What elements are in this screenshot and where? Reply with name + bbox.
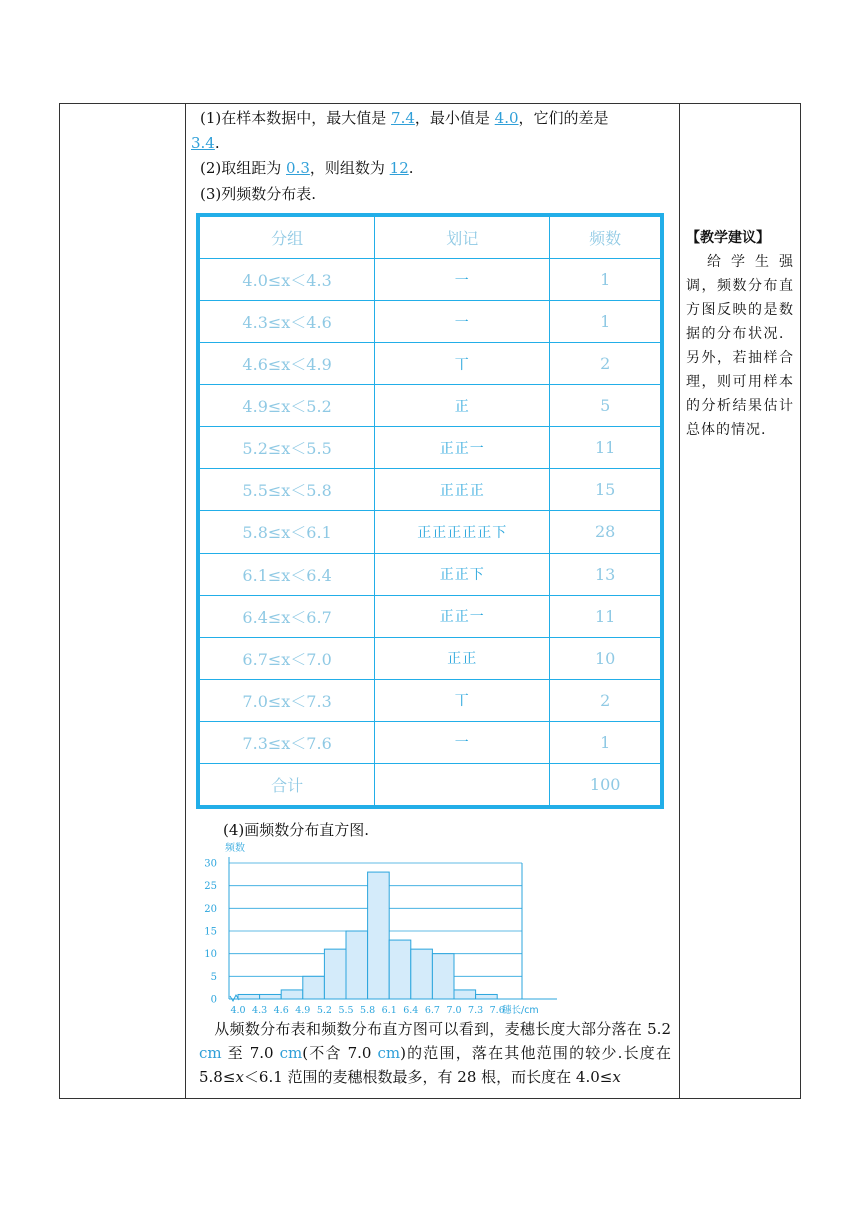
table-row: [200, 259, 661, 301]
total-tally: [375, 763, 550, 805]
histogram-bar: [324, 949, 346, 999]
cell-frequency: 2: [550, 343, 661, 385]
variable-x-1: x: [235, 1068, 244, 1086]
cell-tally: 正: [375, 385, 550, 427]
answer-class-width: 0.3: [286, 159, 310, 177]
question-3-line: (3)列频数分布表.: [200, 185, 317, 203]
q1-text-a: (1)在样本数据中，最大值是: [200, 109, 392, 127]
variable-x-2: x: [612, 1068, 621, 1086]
question-4-line: (4)画频数分布直方图.: [223, 821, 370, 839]
table-row: [200, 721, 661, 763]
question-1-line-2: [191, 133, 220, 153]
x-tick-label: 5.2: [316, 1005, 332, 1016]
table-total-row: [200, 763, 661, 805]
para-text-5: ＜6.1 范围的麦穗根数最多，有 28 根，而长度在 4.0≤: [243, 1068, 613, 1086]
x-tick-label: 5.5: [338, 1005, 354, 1016]
cell-frequency: 15: [550, 469, 661, 511]
histogram-bar: [411, 949, 433, 999]
para-text-4: )的范围，落在其他范围的较少.长度在 5.8≤: [199, 1044, 672, 1086]
histogram-bar: [432, 954, 454, 999]
cell-frequency: 10: [550, 637, 661, 679]
histogram-bar: [389, 940, 411, 999]
header-group: 分组: [200, 217, 375, 259]
q2-text-a: (2)取组距为: [200, 159, 287, 177]
histogram-bar: [454, 990, 476, 999]
q2-text-b: ，则组数为: [309, 159, 390, 177]
cell-tally: 一: [375, 301, 550, 343]
table-row: [200, 343, 661, 385]
cell-frequency: 1: [550, 301, 661, 343]
answer-class-count: 12: [389, 159, 409, 177]
cell-group: 4.3≤x＜4.6: [200, 301, 375, 343]
conclusion-paragraph: [199, 1017, 671, 1089]
y-tick-label: 20: [204, 903, 217, 915]
cell-tally: 正正一: [375, 427, 550, 469]
advice-body: 给学生强调，频数分布直方图反映的是数据的分布状况．另外，若抽样合理，则可用样本的分析结果估计总体的情况.: [686, 254, 794, 438]
cell-frequency: 5: [550, 385, 661, 427]
total-value: 100: [550, 763, 661, 805]
cell-frequency: 11: [550, 427, 661, 469]
x-tick-label: 7.6: [489, 1005, 505, 1016]
cell-group: 4.0≤x＜4.3: [200, 259, 375, 301]
table-row: [200, 553, 661, 595]
para-text-2: 至 7.0: [221, 1044, 280, 1062]
column-divider-right: [679, 104, 680, 1098]
unit-cm-3: cm: [377, 1044, 401, 1062]
column-divider-left: [185, 104, 186, 1098]
answer-min: 4.0: [494, 109, 519, 127]
cell-group: 6.1≤x＜6.4: [200, 553, 375, 595]
table-row: [200, 301, 661, 343]
cell-tally: 一: [375, 721, 550, 763]
cell-frequency: 2: [550, 679, 661, 721]
x-axis-title: 穗长/cm: [502, 1005, 539, 1016]
y-tick-label: 25: [204, 881, 217, 893]
cell-tally: 正正正: [375, 469, 550, 511]
cell-group: 5.5≤x＜5.8: [200, 469, 375, 511]
cell-frequency: 1: [550, 259, 661, 301]
table-row: [200, 385, 661, 427]
y-tick-label: 10: [204, 949, 217, 961]
q2-period: .: [408, 159, 414, 177]
cell-tally: 丅: [375, 343, 550, 385]
question-2-line: [200, 158, 414, 178]
table-header-row: [200, 217, 661, 259]
cell-group: 7.0≤x＜7.3: [200, 679, 375, 721]
table-row: [200, 637, 661, 679]
x-tick-label: 6.7: [424, 1005, 440, 1016]
cell-group: 5.2≤x＜5.5: [200, 427, 375, 469]
teaching-advice: [686, 226, 794, 442]
cell-tally: 丅: [375, 679, 550, 721]
cell-tally: 正正一: [375, 595, 550, 637]
para-text-3: (不含 7.0: [302, 1044, 378, 1062]
histogram-bar: [281, 990, 303, 999]
cell-tally: 一: [375, 259, 550, 301]
x-tick-label: 4.0: [230, 1005, 246, 1016]
para-text-1: 从频数分布表和频数分布直方图可以看到，麦穗长度大部分落在 5.2: [214, 1020, 671, 1038]
question-1-line: [200, 108, 609, 128]
y-tick-label: 0: [210, 994, 217, 1006]
answer-difference: 3.4: [191, 134, 215, 152]
cell-group: 6.7≤x＜7.0: [200, 637, 375, 679]
q1-period: .: [214, 134, 220, 152]
x-tick-label: 4.3: [252, 1005, 268, 1016]
histogram-bar: [346, 931, 368, 999]
cell-frequency: 13: [550, 553, 661, 595]
cell-group: 7.3≤x＜7.6: [200, 721, 375, 763]
table-row: [200, 511, 661, 553]
x-tick-label: 7.0: [446, 1005, 462, 1016]
histogram-bar: [303, 976, 325, 999]
table-row: [200, 469, 661, 511]
y-tick-label: 15: [204, 926, 217, 938]
cell-frequency: 11: [550, 595, 661, 637]
unit-cm-2: cm: [279, 1044, 303, 1062]
cell-frequency: 1: [550, 721, 661, 763]
header-tally: 划记: [375, 217, 550, 259]
histogram-chart: [190, 836, 570, 1021]
cell-tally: 正正正正正下: [375, 511, 550, 553]
table-row: [200, 595, 661, 637]
cell-tally: 正正下: [375, 553, 550, 595]
x-tick-label: 6.1: [381, 1005, 397, 1016]
y-tick-label: 5: [210, 971, 217, 983]
x-tick-label: 4.6: [273, 1005, 289, 1016]
cell-group: 4.9≤x＜5.2: [200, 385, 375, 427]
x-tick-label: 4.9: [295, 1005, 311, 1016]
advice-title: 【教学建议】: [686, 230, 770, 246]
cell-frequency: 28: [550, 511, 661, 553]
histogram-bar: [368, 872, 390, 999]
q1-text-c: ，它们的差是: [518, 109, 609, 127]
cell-group: 5.8≤x＜6.1: [200, 511, 375, 553]
x-tick-label: 6.4: [403, 1005, 419, 1016]
frequency-table: [196, 213, 664, 809]
histogram-bar: [476, 994, 498, 999]
histogram-bar: [238, 994, 260, 999]
x-tick-label: 7.3: [468, 1005, 484, 1016]
y-tick-label: 30: [204, 858, 217, 870]
y-axis-title: 频数: [225, 843, 245, 854]
total-label: 合计: [200, 763, 375, 805]
answer-max: 7.4: [391, 109, 415, 127]
table-row: [200, 427, 661, 469]
unit-cm-1: cm: [199, 1044, 222, 1062]
cell-group: 4.6≤x＜4.9: [200, 343, 375, 385]
cell-tally: 正正: [375, 637, 550, 679]
header-frequency: 频数: [550, 217, 661, 259]
x-tick-label: 5.8: [360, 1005, 376, 1016]
cell-group: 6.4≤x＜6.7: [200, 595, 375, 637]
q1-text-b: ，最小值是: [414, 109, 495, 127]
table-row: [200, 679, 661, 721]
histogram-bar: [260, 994, 282, 999]
